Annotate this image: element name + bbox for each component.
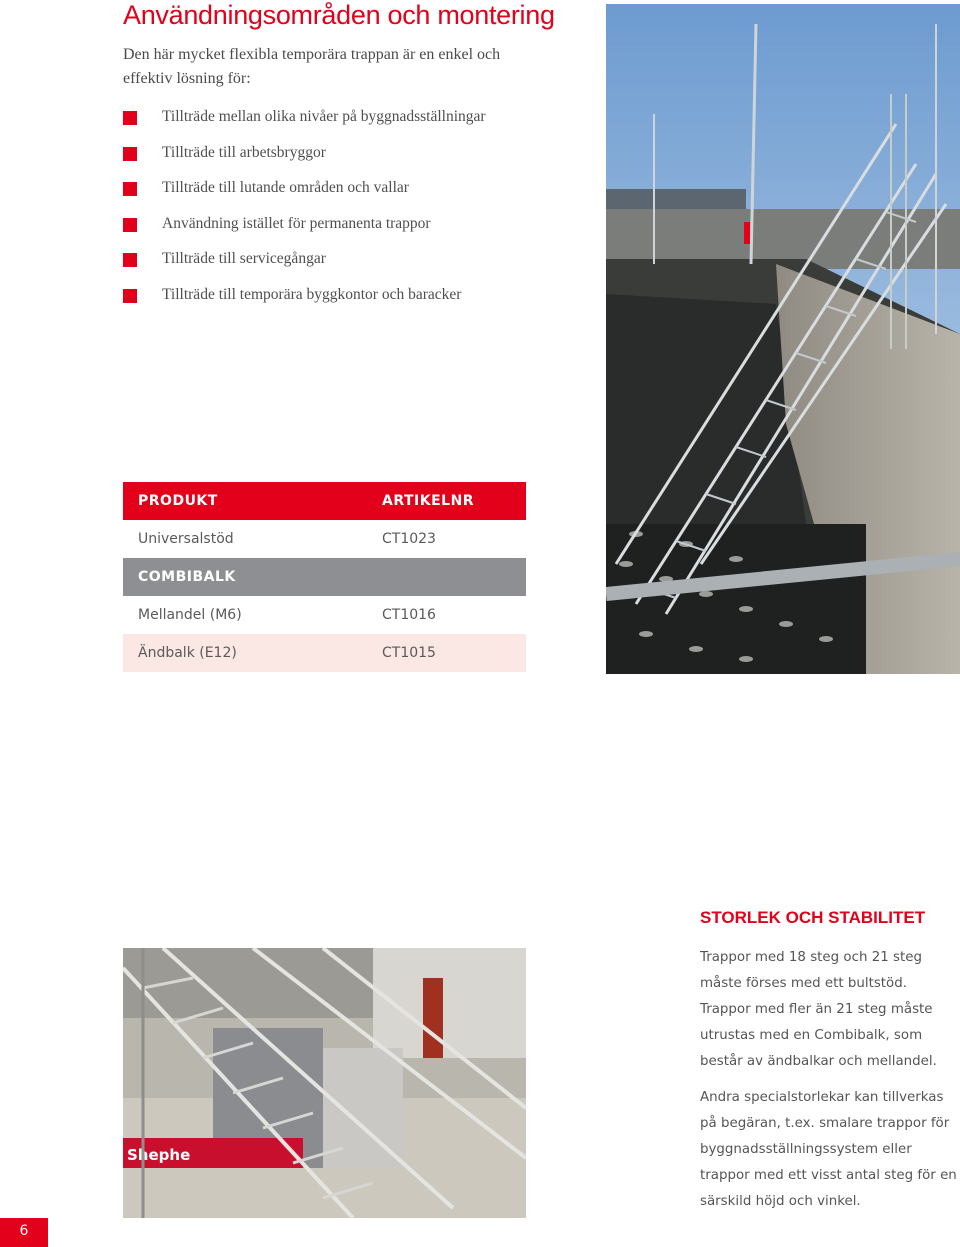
table-section-row — [123, 558, 526, 596]
table-row — [123, 520, 526, 558]
bullet-square-icon — [123, 147, 137, 161]
bullet-square-icon — [123, 182, 137, 196]
stair-photo-basin — [606, 4, 960, 674]
section-label: COMBIBALK — [138, 569, 236, 585]
section-heading: STORLEK OCH STABILITET — [700, 908, 926, 927]
intro-text: Den här mycket flexibla temporära trappan är en enkel och effektiv lösning för: — [123, 46, 501, 87]
product-name: Ändbalk (E12) — [138, 645, 237, 661]
bullet-square-icon — [123, 253, 137, 267]
column-header-article: ARTIKELNR — [382, 493, 475, 509]
warehouse-sign: Shephe — [127, 1146, 191, 1164]
article-number: CT1016 — [382, 607, 436, 623]
table-row — [123, 596, 526, 634]
bullet-square-icon — [123, 289, 137, 303]
article-number: CT1023 — [382, 531, 436, 547]
column-header-product: PRODUKT — [138, 493, 218, 509]
stair-photo-warehouse — [123, 948, 526, 1218]
list-item-label: Tillträde mellan olika nivåer på byggnadsställningar — [162, 108, 486, 125]
table-row — [123, 634, 526, 672]
list-item-label: Tillträde till arbetsbryggor — [162, 144, 326, 161]
page-title: Användningsområden och montering — [123, 0, 555, 30]
product-name: Mellandel (M6) — [138, 607, 242, 623]
list-item-label: Användning istället för permanenta trappor — [162, 215, 431, 232]
article-number: CT1015 — [382, 645, 436, 661]
list-item-label: Tillträde till lutande områden och vallar — [162, 179, 409, 196]
special-sizes-paragraph: Andra specialstorlekar kan tillverkas på begäran, t.ex. smalare trappor för byggnadsställningssystem eller trappor med ett visst antal steg för en särskild höjd och vinkel. — [700, 1090, 957, 1209]
list-item-label: Tillträde till servicegångar — [162, 250, 326, 267]
size-paragraph: Trappor med 18 steg och 21 steg måste förses med ett bultstöd. Trappor med fler än 21 steg måste utrustas med en Combibalk, som består av ändbalkar och mellandel. — [700, 950, 937, 1069]
bullet-square-icon — [123, 218, 137, 232]
bullet-square-icon — [123, 111, 137, 125]
list-item-label: Tillträde till temporära byggkontor och baracker — [162, 286, 462, 303]
page-number: 6 — [19, 1223, 29, 1239]
table-header-row — [123, 482, 526, 520]
product-name: Universalstöd — [138, 531, 234, 547]
